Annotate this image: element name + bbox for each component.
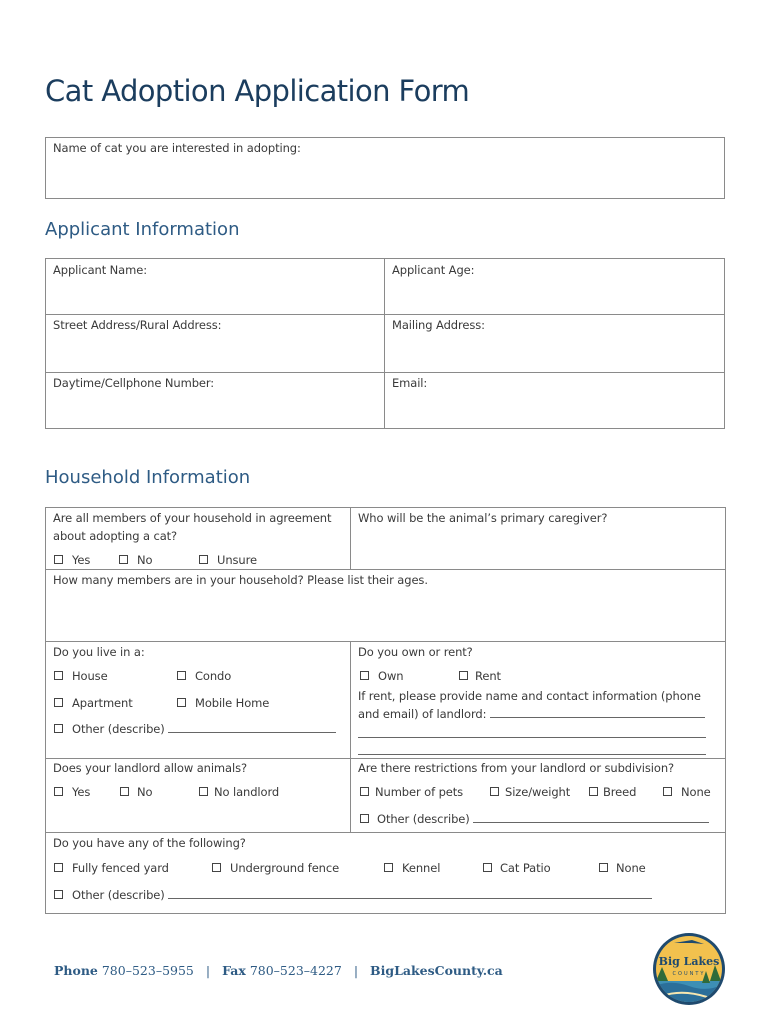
street-address-label: Street Address/Rural Address: bbox=[53, 318, 222, 332]
no-landlord-checkbox[interactable] bbox=[199, 787, 208, 796]
allow-no-checkbox[interactable] bbox=[120, 787, 129, 796]
mailing-address-label: Mailing Address: bbox=[392, 318, 485, 332]
applicant-heading: Applicant Information bbox=[45, 219, 240, 240]
rent-label: Rent bbox=[475, 669, 501, 683]
page-title: Cat Adoption Application Form bbox=[45, 74, 470, 108]
agreement-yes-checkbox[interactable] bbox=[54, 555, 63, 564]
restrict-other-line[interactable] bbox=[473, 812, 709, 823]
kennel-checkbox[interactable] bbox=[384, 863, 393, 872]
underground-fence-label: Underground fence bbox=[230, 861, 340, 875]
allow-yes-label: Yes bbox=[72, 785, 91, 799]
landlord-allow-question: Does your landlord allow animals? bbox=[53, 761, 247, 775]
footer-fax: 780–523–4227 bbox=[249, 963, 342, 978]
footer-phone: 780–523–5955 bbox=[101, 963, 194, 978]
caregiver-question: Who will be the animal’s primary caregiver? bbox=[358, 511, 608, 525]
kennel-label: Kennel bbox=[402, 861, 441, 875]
logo-text-line1: Big Lakes bbox=[658, 955, 720, 968]
applicant-age-label: Applicant Age: bbox=[392, 263, 475, 277]
size-weight-checkbox[interactable] bbox=[490, 787, 499, 796]
restrictions-question: Are there restrictions from your landlord or subdivision? bbox=[358, 761, 675, 775]
cat-patio-checkbox[interactable] bbox=[483, 863, 492, 872]
rent-checkbox[interactable] bbox=[459, 671, 468, 680]
footer-phone-label: Phone bbox=[54, 963, 98, 978]
following-none-checkbox[interactable] bbox=[599, 863, 608, 872]
live-question: Do you live in a: bbox=[53, 645, 145, 659]
phone-label: Daytime/Cellphone Number: bbox=[53, 376, 215, 390]
agreement-no-label: No bbox=[137, 553, 153, 567]
live-other-checkbox[interactable] bbox=[54, 724, 63, 733]
house-label: House bbox=[72, 669, 108, 683]
house-checkbox[interactable] bbox=[54, 671, 63, 680]
agreement-unsure-label: Unsure bbox=[217, 553, 257, 567]
restrict-other-checkbox[interactable] bbox=[360, 814, 369, 823]
no-landlord-label: No landlord bbox=[214, 785, 280, 799]
restrict-other-label: Other (describe) bbox=[377, 812, 709, 826]
number-of-pets-checkbox[interactable] bbox=[360, 787, 369, 796]
apartment-checkbox[interactable] bbox=[54, 698, 63, 707]
landlord-line-2[interactable] bbox=[358, 737, 706, 738]
live-other-label: Other (describe) bbox=[72, 722, 336, 736]
household-heading: Household Information bbox=[45, 467, 251, 488]
allow-yes-checkbox[interactable] bbox=[54, 787, 63, 796]
cat-patio-label: Cat Patio bbox=[500, 861, 551, 875]
email-field[interactable] bbox=[385, 373, 724, 428]
members-question: How many members are in your household? Please list their ages. bbox=[53, 573, 428, 587]
underground-fence-checkbox[interactable] bbox=[212, 863, 221, 872]
following-question: Do you have any of the following? bbox=[53, 836, 246, 850]
email-label: Email: bbox=[392, 376, 428, 390]
cat-name-label: Name of cat you are interested in adopting: bbox=[53, 141, 301, 155]
agreement-no-checkbox[interactable] bbox=[119, 555, 128, 564]
landlord-line-1[interactable] bbox=[490, 707, 705, 718]
breed-checkbox[interactable] bbox=[589, 787, 598, 796]
landlord-line-3[interactable] bbox=[358, 754, 706, 755]
following-other-line[interactable] bbox=[168, 888, 652, 899]
own-question: Do you own or rent? bbox=[358, 645, 473, 659]
footer-fax-label: Fax bbox=[222, 963, 246, 978]
fenced-yard-checkbox[interactable] bbox=[54, 863, 63, 872]
following-other-label: Other (describe) bbox=[72, 888, 652, 902]
allow-no-label: No bbox=[137, 785, 153, 799]
logo-text-line2: COUNTY bbox=[672, 971, 706, 977]
breed-label: Breed bbox=[603, 785, 637, 799]
restrict-none-label: None bbox=[681, 785, 711, 799]
agreement-unsure-checkbox[interactable] bbox=[199, 555, 208, 564]
following-other-checkbox[interactable] bbox=[54, 890, 63, 899]
mobile-home-checkbox[interactable] bbox=[177, 698, 186, 707]
footer-website[interactable]: BigLakesCounty.ca bbox=[370, 963, 503, 978]
number-of-pets-label: Number of pets bbox=[375, 785, 464, 799]
restrict-none-checkbox[interactable] bbox=[663, 787, 672, 796]
condo-label: Condo bbox=[195, 669, 232, 683]
own-label: Own bbox=[378, 669, 404, 683]
agreement-question: Are all members of your household in agreement about adopting a cat? bbox=[53, 511, 332, 543]
mobile-home-label: Mobile Home bbox=[195, 696, 270, 710]
rent-note-line1: If rent, please provide name and contact information (phone bbox=[358, 689, 701, 703]
own-checkbox[interactable] bbox=[360, 671, 369, 680]
following-none-label: None bbox=[616, 861, 646, 875]
applicant-name-label: Applicant Name: bbox=[53, 263, 147, 277]
size-weight-label: Size/weight bbox=[505, 785, 571, 799]
footer-contact: Phone 780–523–5955 | Fax 780–523–4227 | BigLakesCounty.ca bbox=[54, 963, 503, 978]
rent-note-line2: and email) of landlord: bbox=[358, 707, 705, 721]
fenced-yard-label: Fully fenced yard bbox=[72, 861, 169, 875]
big-lakes-county-logo bbox=[652, 931, 726, 1007]
condo-checkbox[interactable] bbox=[177, 671, 186, 680]
live-other-line[interactable] bbox=[168, 722, 336, 733]
agreement-yes-label: Yes bbox=[72, 553, 91, 567]
apartment-label: Apartment bbox=[72, 696, 133, 710]
